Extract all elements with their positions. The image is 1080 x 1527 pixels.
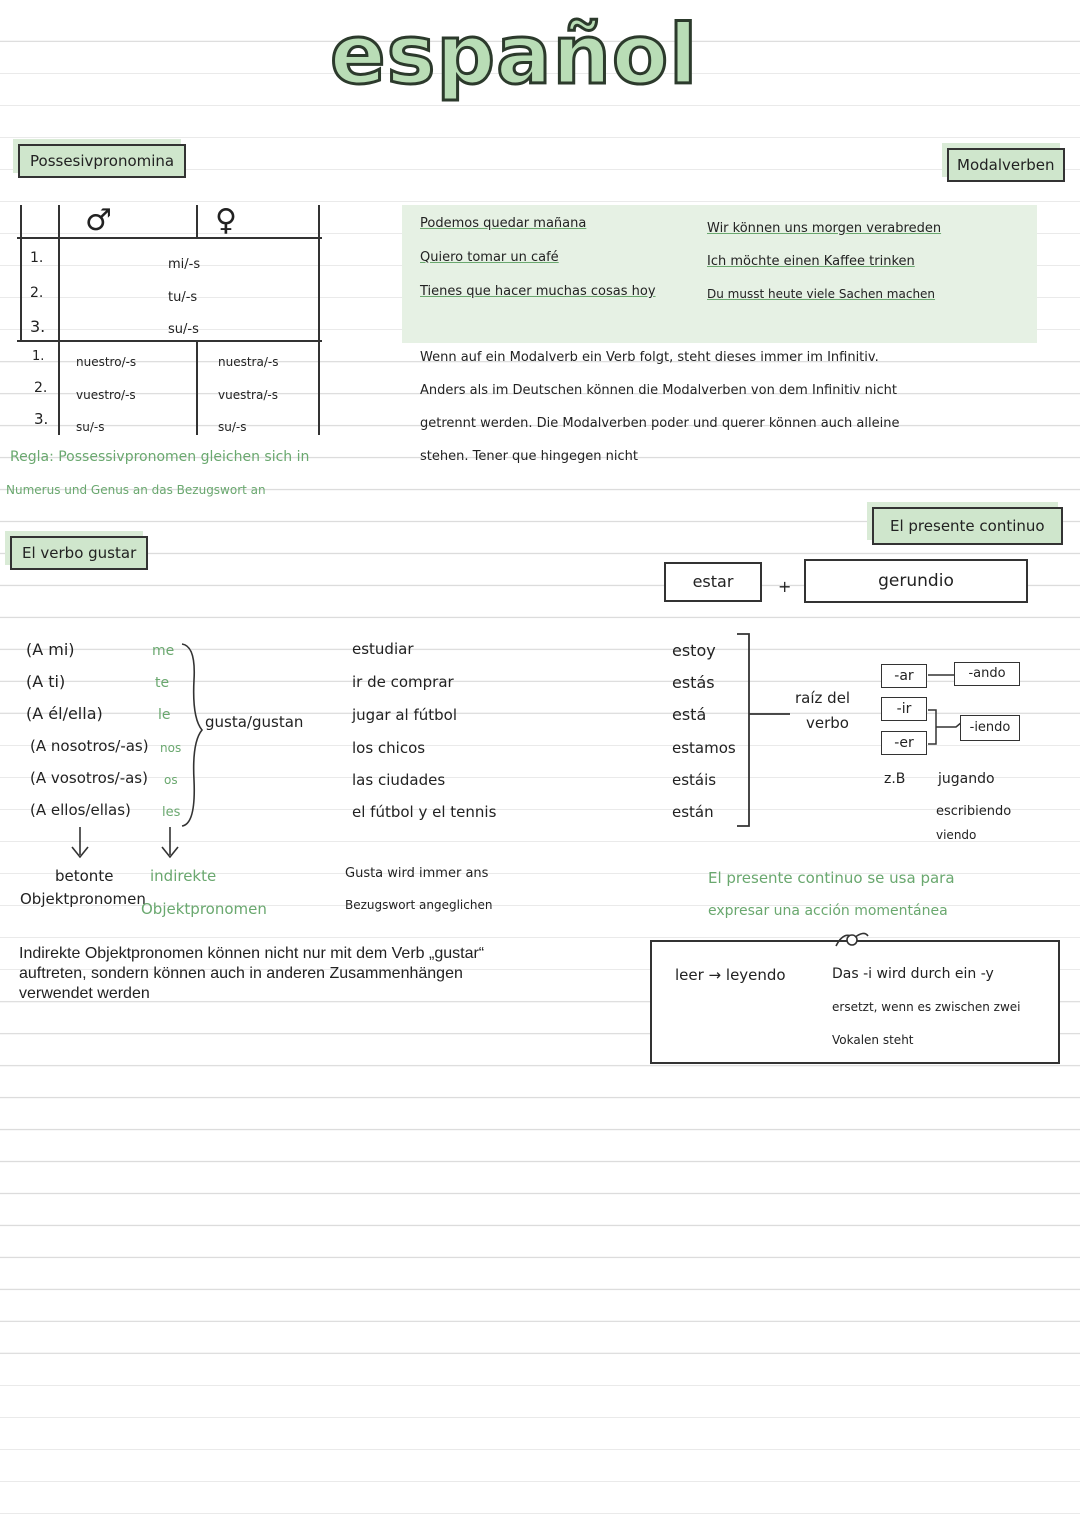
plural-female-form: nuestra/-s (218, 355, 279, 369)
person: (A vosotros/-as) (30, 769, 148, 787)
row-number: 2. (30, 285, 44, 301)
pronoun: te (155, 675, 170, 691)
stressed-label: betonte (55, 867, 114, 885)
row-number: 3. (34, 410, 49, 428)
modal-note: stehen. Tener que hingegen nicht (420, 449, 638, 464)
raiz-label: verbo (806, 714, 849, 732)
indirect-label: Objektpronomen (141, 900, 267, 918)
usage-note: expresar una acción momentánea (708, 903, 948, 919)
bracket-icon (735, 630, 815, 830)
exception-note: Vokalen steht (832, 1033, 914, 1047)
plural-female-form: vuestra/-s (218, 388, 278, 402)
pronoun: nos (160, 741, 182, 755)
pronoun: os (164, 773, 178, 787)
pronoun: le (158, 707, 171, 723)
female-symbol: ♀ (215, 203, 237, 238)
ending-box-ar: -ar (881, 664, 927, 688)
row-number: 1. (30, 250, 44, 266)
estar-form: están (672, 803, 714, 821)
possessive-rule: Numerus und Genus an das Bezugswort an (6, 483, 266, 497)
row-number: 1. (32, 349, 45, 364)
object: estudiar (352, 640, 414, 658)
presente-tag: El presente continuo (872, 507, 1063, 545)
row-number: 3. (30, 317, 46, 336)
singular-form: tu/-s (168, 290, 198, 305)
modal-note: Wenn auf ein Modalverb ein Verb folgt, steht dieses immer im Infinitiv. (420, 350, 879, 365)
estar-form: está (672, 705, 707, 724)
brace-icon (178, 640, 208, 830)
arrow-down-icon (60, 825, 200, 865)
example-gerund: viendo (936, 828, 977, 842)
plus-sign: + (778, 577, 792, 596)
object: ir de comprar (352, 673, 454, 691)
row-number: 2. (34, 380, 48, 396)
possessive-rule: Regla: Possessivpronomen gleichen sich in (10, 449, 310, 465)
gustar-verb: gusta/gustan (205, 713, 304, 731)
possessive-tag: Possesivpronomina (18, 144, 186, 178)
modal-note: getrennt werden. Die Modalverben poder und querer können auch alleine (420, 416, 900, 431)
gerund-ending-iendo: -iendo (960, 715, 1020, 741)
pin-icon (832, 928, 872, 952)
modal-example-es: Podemos quedar mañana (420, 216, 587, 231)
estar-form: estamos (672, 739, 736, 757)
estar-box: estar (664, 562, 762, 602)
person: (A nosotros/-as) (30, 737, 149, 755)
modal-example-de: Wir können uns morgen verabreden (707, 221, 942, 236)
gerund-ending-ando: -ando (954, 662, 1020, 686)
object: jugar al fútbol (352, 706, 457, 724)
usage-note: El presente continuo se usa para (708, 869, 955, 887)
modal-example-es: Quiero tomar un café (420, 250, 559, 265)
modal-tag: Modalverben (947, 148, 1065, 182)
pronoun: me (152, 643, 175, 659)
raiz-label: raíz del (795, 689, 851, 707)
page-title: español (330, 8, 699, 103)
plural-male-form: su/-s (76, 420, 105, 434)
pronoun: les (162, 805, 181, 820)
exception-note: ersetzt, wenn es zwischen zwei (832, 1000, 1021, 1014)
singular-form: mi/-s (168, 257, 201, 272)
person: (A él/ella) (26, 704, 103, 723)
singular-form: su/-s (168, 322, 199, 337)
modal-note: Anders als im Deutschen können die Modalverben von dem Infinitiv nicht (420, 383, 897, 398)
plural-male-form: vuestro/-s (76, 388, 136, 402)
gusta-note: Gusta wird immer ans (345, 866, 489, 881)
indirect-label: indirekte (150, 867, 217, 885)
object: el fútbol y el tennis (352, 803, 497, 821)
estar-form: estáis (672, 771, 717, 789)
plural-male-form: nuestro/-s (76, 355, 137, 369)
estar-form: estoy (672, 641, 716, 660)
ending-box-ir: -ir (881, 697, 927, 721)
modal-example-de: Du musst heute viele Sachen machen (707, 287, 936, 301)
object: los chicos (352, 739, 426, 757)
exception-note: Das -i wird durch ein -y (832, 966, 994, 982)
zb-label: z.B (884, 771, 906, 787)
exception-example: leer → leyendo (675, 966, 786, 984)
example-gerund: jugando (938, 771, 995, 787)
gerundio-box: gerundio (804, 559, 1028, 603)
modal-example-de: Ich möchte einen Kaffee trinken (707, 254, 915, 269)
typed-note: Indirekte Objektpronomen können nicht nur mit dem Verb „gustar“ auftreten, sondern können auch in anderen Zusammenhängen verwendet werden (19, 945, 485, 1002)
ending-box-er: -er (881, 731, 927, 755)
male-symbol: ♂ (85, 203, 112, 238)
stressed-label: Objektpronomen (20, 890, 146, 908)
gusta-note: Bezugswort angeglichen (345, 898, 493, 912)
person: (A ellos/ellas) (30, 801, 131, 819)
gustar-tag: El verbo gustar (10, 536, 148, 570)
object: las ciudades (352, 771, 446, 789)
person: (A mi) (26, 640, 75, 659)
estar-form: estás (672, 673, 715, 692)
modal-example-es: Tienes que hacer muchas cosas hoy (420, 284, 656, 299)
example-gerund: escribiendo (936, 804, 1012, 819)
person: (A ti) (26, 672, 66, 691)
plural-female-form: su/-s (218, 420, 247, 434)
